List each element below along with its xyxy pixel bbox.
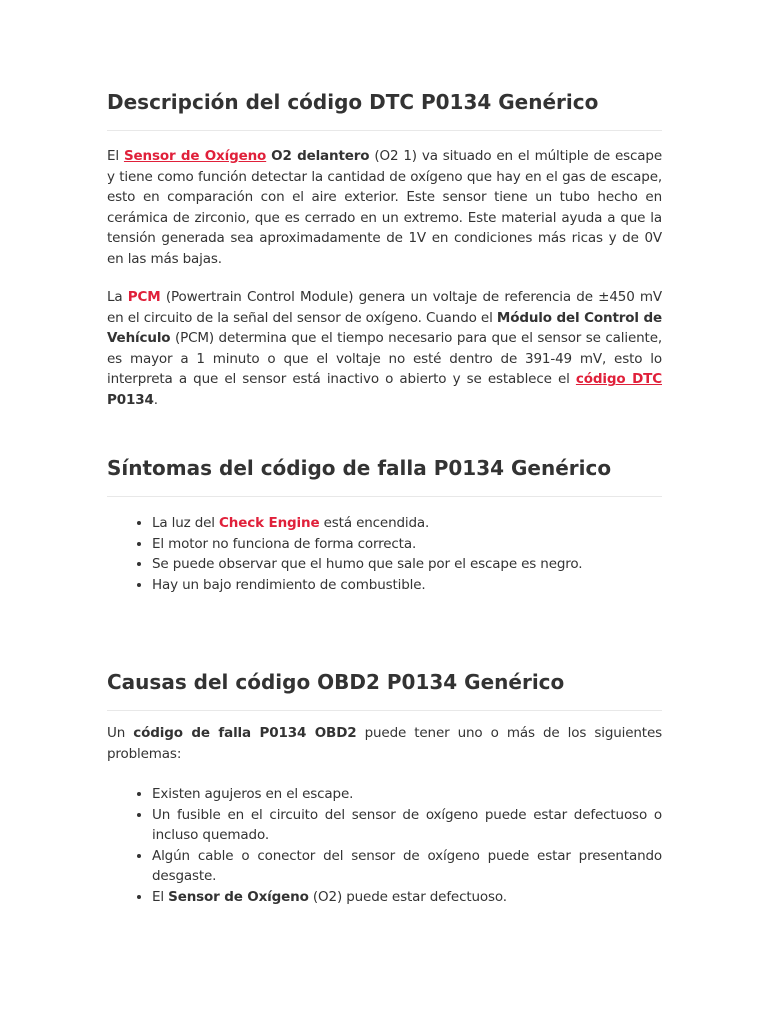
bold-sensor-oxigeno: Sensor de Oxígeno — [168, 888, 309, 905]
causes-list-container — [0, 784, 662, 908]
paragraph-pcm — [107, 287, 662, 411]
text-run: La — [107, 289, 128, 305]
highlight-check-engine: Check Engine — [219, 515, 320, 531]
link-codigo-dtc[interactable]: código DTC — [575, 371, 662, 388]
list-item: • El motor no funciona de forma correcta. — [152, 534, 662, 555]
text-run: (O2 1) va situado en el múltiple de escape y tiene como función detectar la cantidad de oxígeno que hay en el gas de escape, esto en comparación con el aire exterior. Este sensor tiene un tubo hecho en cerámica de zirconio, que es cerrado en un extremo. Este material ayuda a que la tensión generada sea aproximadamente de 1V en condiciones más ricas y de 0V en las más bajas. — [107, 148, 662, 267]
causes-list — [0, 784, 662, 908]
text-run: El — [152, 888, 169, 905]
symptoms-list-container — [0, 513, 662, 595]
section-heading-symptoms: Síntomas del código de falla P0134 Genérico — [107, 455, 662, 497]
bold-o2-delantero: O2 delantero — [271, 148, 370, 164]
section-heading-causes: Causas del código OBD2 P0134 Genérico — [107, 669, 662, 711]
paragraph-causes-intro — [107, 723, 662, 764]
text-run: (PCM) determina que el tiempo necesario para que el sensor se caliente, es mayor a 1 minuto o que el voltaje no esté dentro de 391-49 mV, esto lo interpreta a que el sensor está inactivo o abierto y se establece el — [107, 330, 662, 388]
paragraph-oxygen-sensor — [107, 146, 662, 270]
text-run: La luz del — [152, 515, 220, 531]
list-item: • Algún cable o conector del sensor de oxígeno puede estar presentando desgaste. — [152, 846, 662, 887]
list-item: • Se puede observar que el humo que sale por el escape es negro. — [152, 554, 662, 575]
text-run: (Powertrain Control Module) genera un voltaje de referencia de ±450 mV en el circuito de la señal del sensor de oxígeno. Cuando el — [107, 289, 662, 326]
list-item: • Existen agujeros en el escape. — [152, 784, 662, 805]
highlight-pcm: PCM — [127, 289, 161, 305]
symptoms-list — [0, 513, 662, 595]
text-run: El — [107, 148, 124, 164]
text-run: puede tener uno o más de los siguientes problemas: — [107, 725, 662, 762]
link-sensor-de-oxigeno[interactable]: Sensor de Oxígeno — [123, 148, 267, 164]
section-heading-description: Descripción del código DTC P0134 Genérico — [107, 89, 662, 131]
text-run: . — [153, 391, 158, 408]
text-run: está encendida. — [319, 515, 430, 531]
text-run: (O2) puede estar defectuoso. — [308, 888, 507, 905]
bold-p0134: P0134 — [107, 391, 154, 408]
text-run: Un — [107, 725, 134, 741]
list-item — [152, 513, 662, 534]
bold-modulo-control: Módulo del Control de Vehículo — [107, 309, 662, 347]
list-item: • Un fusible en el circuito del sensor de oxígeno puede estar defectuoso o incluso quemado. — [152, 805, 662, 846]
list-item — [152, 887, 662, 908]
list-item: • Hay un bajo rendimiento de combustible. — [152, 575, 662, 596]
bold-codigo-falla: código de falla P0134 OBD2 — [133, 725, 357, 741]
